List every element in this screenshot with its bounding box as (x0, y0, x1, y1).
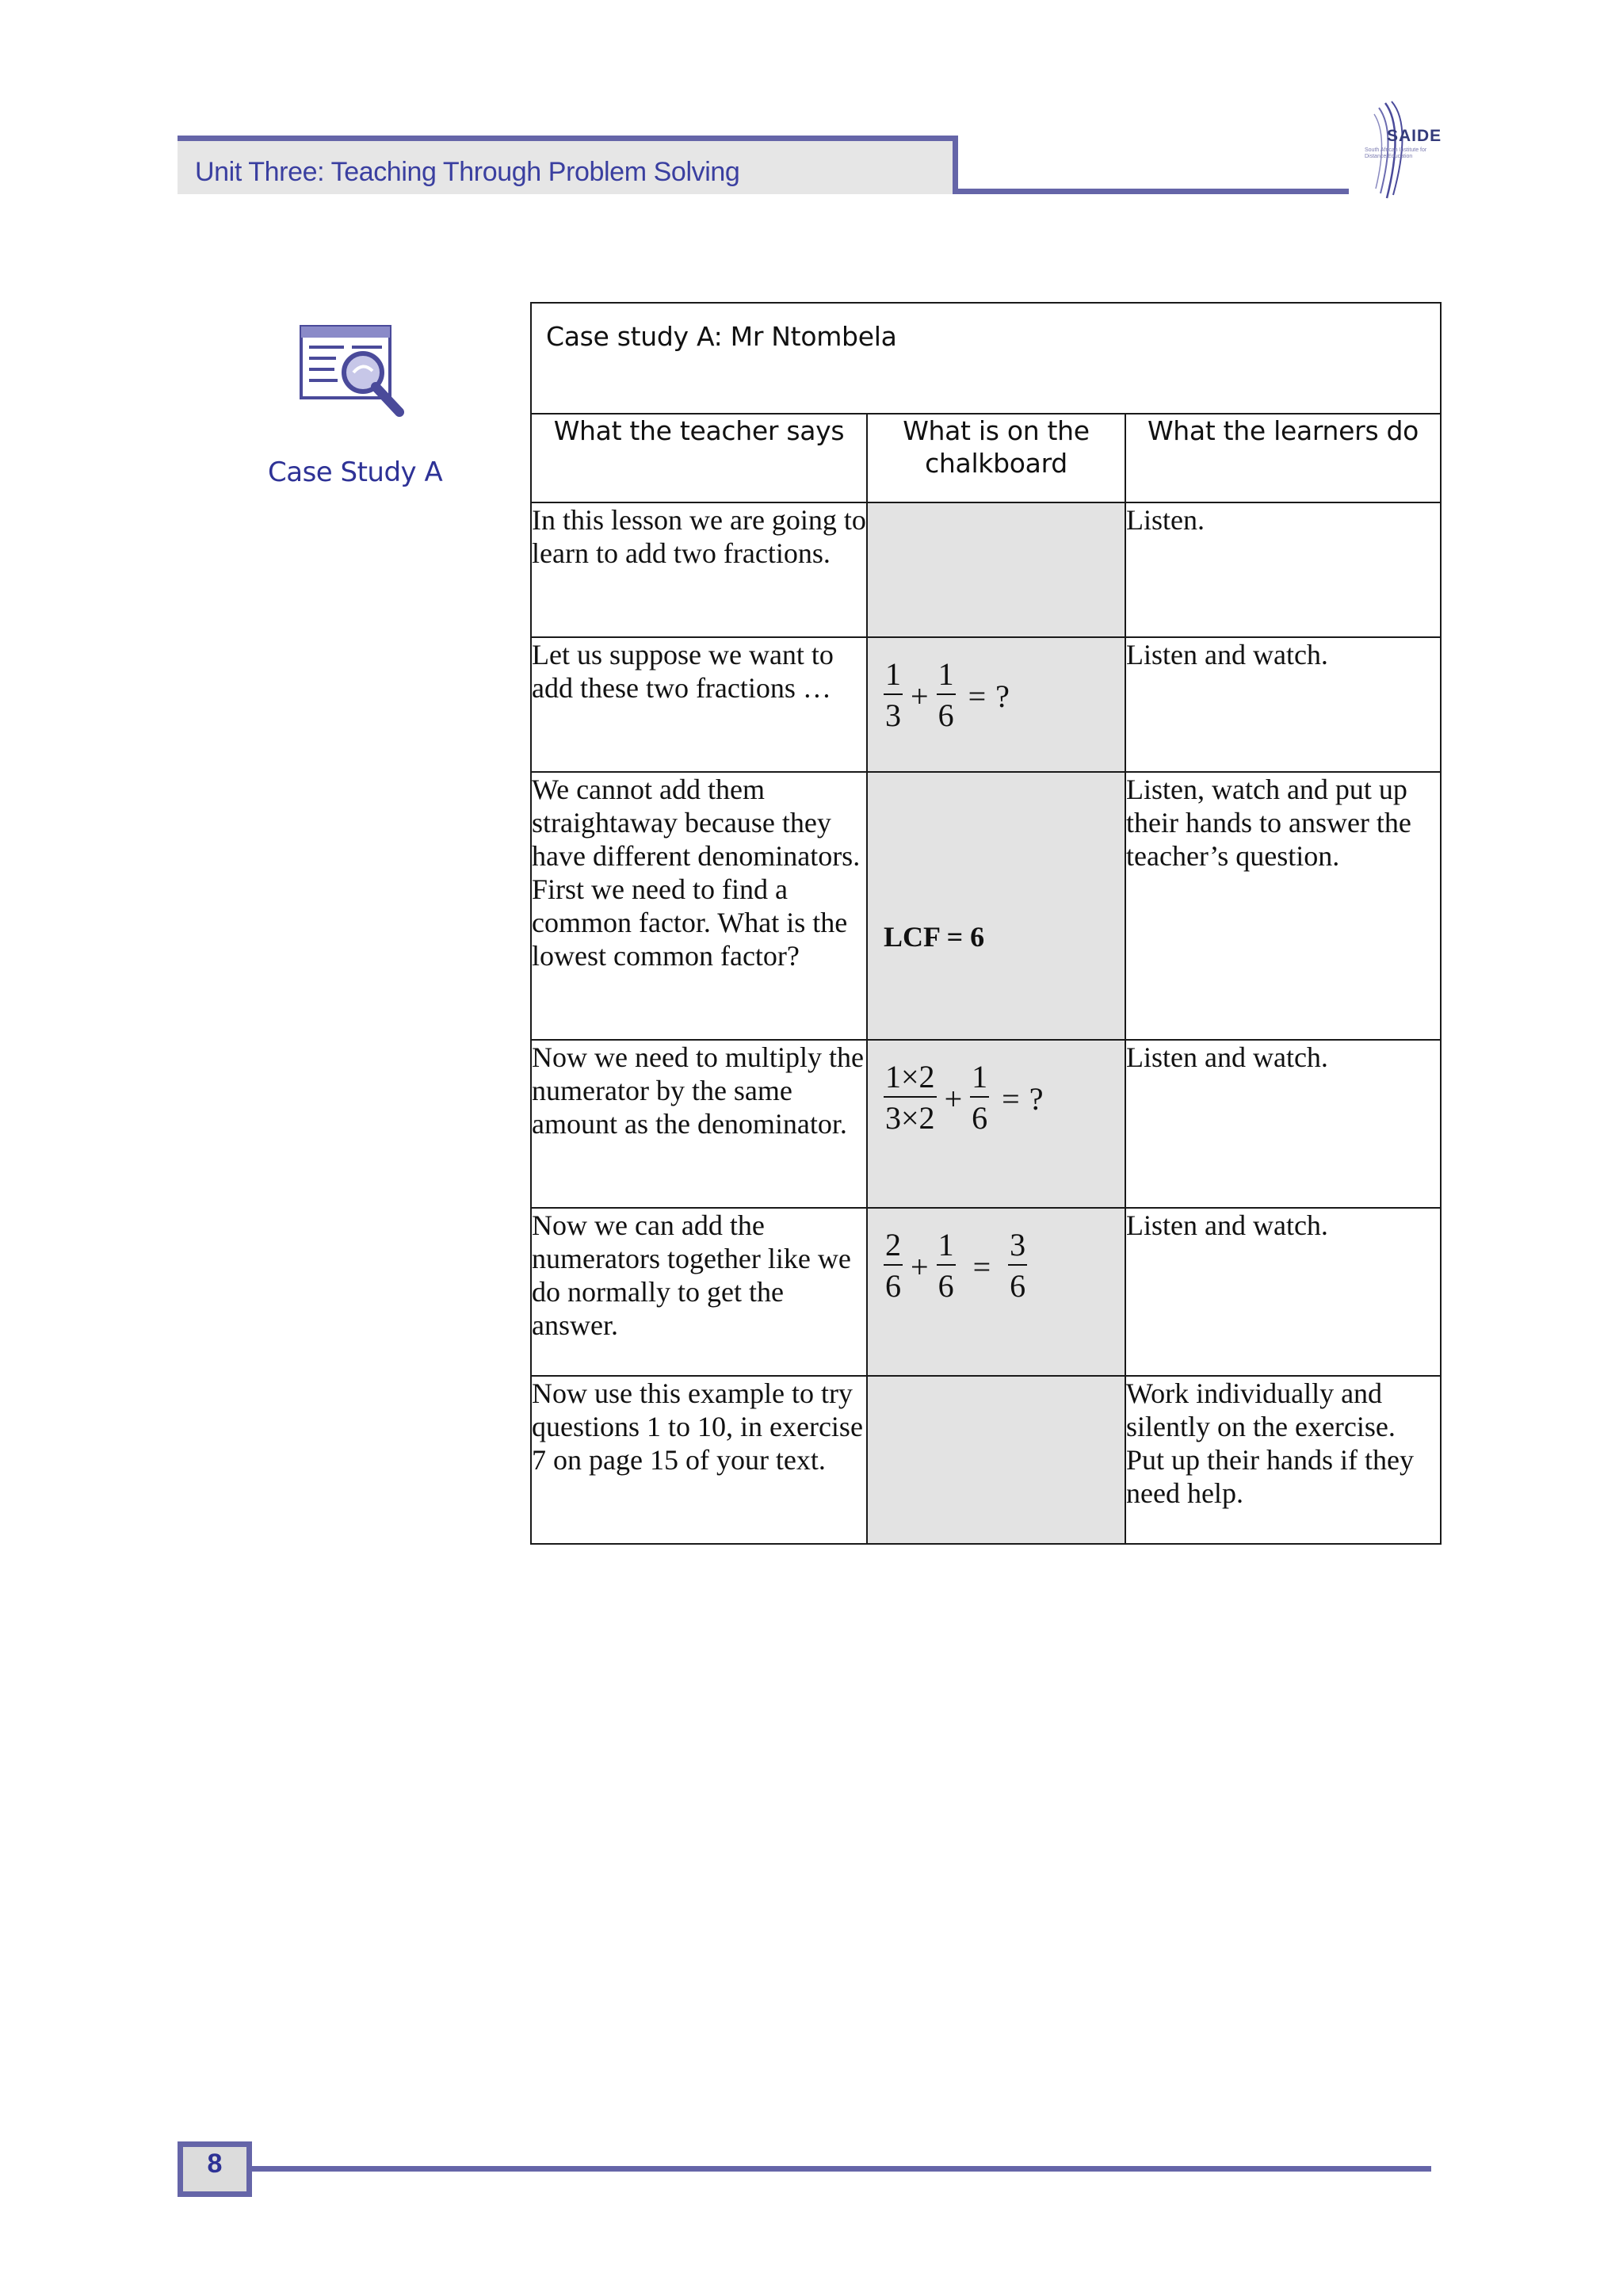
teacher-says-cell: Now we need to multiply the numerator by the same amount as the denominator. (531, 1040, 867, 1208)
footer-rule (252, 2166, 1431, 2172)
fraction: $\frac{1}{6}$ (972, 1059, 988, 1136)
learners-do-cell: Listen. (1125, 502, 1441, 637)
learners-do-cell: Listen and watch. (1125, 1040, 1441, 1208)
teacher-says-cell: Let us suppose we want to add these two fractions … (531, 637, 867, 772)
case-study-magnifier-icon (296, 323, 407, 418)
chalkboard-cell (867, 637, 1125, 772)
table-title-cell (531, 303, 1441, 414)
teacher-says-cell: Now we can add the numerators together like we do normally to get the answer. (531, 1208, 867, 1376)
lcf-text: LCF = 6 (884, 921, 985, 953)
case-study-table (530, 302, 1442, 1545)
chalkboard-cell (867, 502, 1125, 637)
fraction: $\frac{2}{6}$ (885, 1227, 901, 1304)
table-title: Case study A: Mr Ntombela (546, 321, 897, 352)
fraction: $\frac{3}{6}$ (1010, 1227, 1026, 1304)
learners-do-cell: Listen and watch. (1125, 1208, 1441, 1376)
column-header-chalkboard: What is on the chalkboard (867, 414, 1125, 502)
fraction: $\frac{1}{6}$ (938, 1227, 954, 1304)
fraction-equation: $\frac{1}{3}$ + $\frac{1}{6}$ = ? (884, 655, 1018, 736)
table-row (531, 1040, 1441, 1208)
learners-do-cell: Listen, watch and put up their hands to answer the teacher’s question. (1125, 772, 1441, 1040)
header-rule (953, 189, 1349, 194)
chalkboard-cell (867, 1040, 1125, 1208)
logo-subtext: South African Institute for Distance Education (1365, 147, 1427, 159)
fraction: $\frac{1}{6}$ (938, 656, 954, 733)
fraction-equation: $\frac{1\times 2}{3\times 2}$ + $\frac{1}{6}$ = ? (884, 1058, 1051, 1139)
fraction: $\frac{1\times 2}{3\times 2}$ (885, 1059, 935, 1136)
chalkboard-cell (867, 1208, 1125, 1376)
chalkboard-cell (867, 1376, 1125, 1544)
teacher-says-cell: We cannot add them straightaway because they have different denominators. First we need to find a common factor. What is the lowest common factor? (531, 772, 867, 1040)
unit-title: Unit Three: Teaching Through Problem Solving (195, 157, 740, 187)
page-number: 8 (207, 2149, 223, 2179)
teacher-says-cell: In this lesson we are going to learn to add two fractions. (531, 502, 867, 637)
table-row (531, 1208, 1441, 1376)
fraction-equation: $\frac{2}{6}$ + $\frac{1}{6}$ = $\frac{3}{6}$ (884, 1226, 1027, 1307)
column-header-teacher: What the teacher says (531, 414, 867, 502)
fraction: $\frac{1}{3}$ (885, 656, 901, 733)
table-row (531, 1376, 1441, 1544)
logo-text: SAIDE (1387, 127, 1442, 145)
table-row (531, 637, 1441, 772)
teacher-says-cell: Now use this example to try questions 1 to 10, in exercise 7 on page 15 of your text. (531, 1376, 867, 1544)
case-study-label: Case Study A (268, 457, 443, 488)
learners-do-cell: Listen and watch. (1125, 637, 1441, 772)
table-row (531, 502, 1441, 637)
table-row (531, 772, 1441, 1040)
learners-do-cell: Work individually and silently on the exercise. Put up their hands if they need help. (1125, 1376, 1441, 1544)
chalkboard-cell (867, 772, 1125, 1040)
column-header-learners: What the learners do (1125, 414, 1441, 502)
